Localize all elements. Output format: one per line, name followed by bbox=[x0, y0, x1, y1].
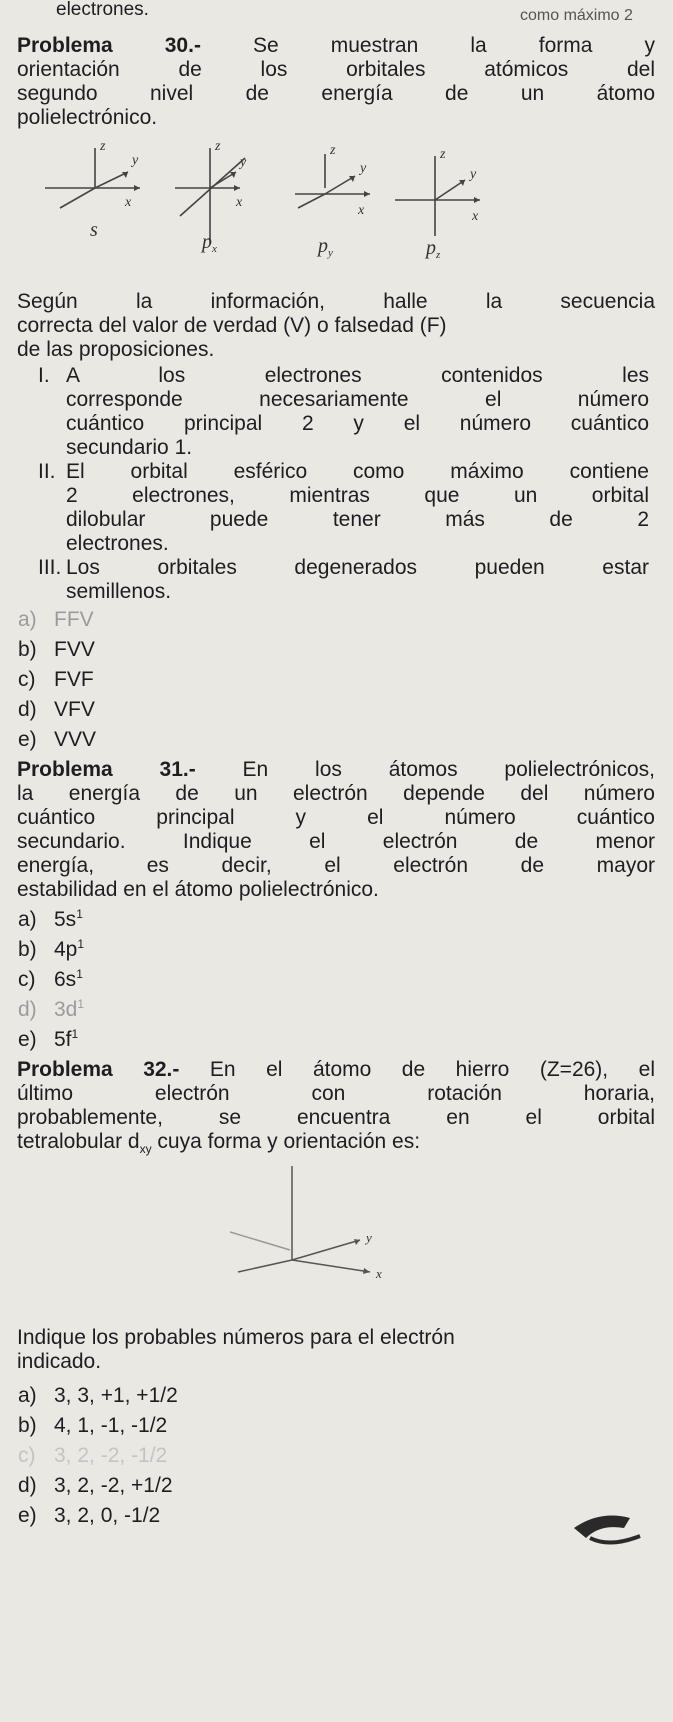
top-fragment-right: como máximo 2 bbox=[520, 7, 633, 24]
proposition-1-number: I. bbox=[38, 364, 50, 387]
py-axis-x-label: x bbox=[358, 203, 365, 218]
p32-option-c[interactable]: c) 3, 2, -2, -1/2 bbox=[18, 1444, 168, 1467]
proposition-2-line-4: electrones. bbox=[66, 532, 169, 555]
p31-option-b[interactable]: b) $4p^1$ bbox=[18, 937, 85, 961]
orbital-diagrams bbox=[40, 136, 640, 276]
p32-option-b[interactable]: b) 4, 1, -1, -1/2 bbox=[18, 1414, 168, 1437]
orbital-label-py: $p_y$ bbox=[318, 235, 333, 259]
s-axis-z-label: z bbox=[100, 139, 106, 154]
problem-31-line-3: cuántico principal y el número cuántico bbox=[17, 806, 655, 829]
proposition-1-line-1: A los electrones contenidos les bbox=[66, 364, 649, 387]
pz-axis-y-label: y bbox=[470, 167, 477, 182]
problem-31-line-5: energía, es decir, el electrón de mayor bbox=[17, 854, 655, 877]
problem-32-question-1: Indique los probables números para el electrón bbox=[17, 1326, 455, 1349]
dxy-axis-x-label: x bbox=[376, 1266, 382, 1281]
p32-option-a[interactable]: a) 3, 3, +1, +1/2 bbox=[18, 1384, 178, 1407]
problem-31-line-6: estabilidad en el átomo polielectrónico. bbox=[17, 878, 379, 901]
p31-option-a[interactable]: a) $5s^1$ bbox=[18, 907, 83, 931]
problem-32-line-2: último electrón con rotación horaria, bbox=[17, 1082, 655, 1105]
proposition-2-line-3: dilobular puede tener más de 2 bbox=[66, 508, 649, 531]
problem-31-title: Problema 31.- bbox=[17, 758, 196, 781]
proposition-1-line-3: cuántico principal 2 y el número cuántico bbox=[66, 412, 649, 435]
p30-option-b[interactable]: b) FVV bbox=[18, 638, 95, 661]
p30-option-a[interactable]: a) FFV bbox=[18, 608, 94, 631]
p31-option-d[interactable]: d) $3d^1$ bbox=[18, 997, 85, 1021]
problem-32-line-4: tetralobular $d_{xy}$ cuya forma y orientación es: bbox=[17, 1130, 421, 1157]
problem-30-line-4: polielectrónico. bbox=[17, 106, 158, 129]
s-axis-y-label: y bbox=[132, 153, 139, 168]
proposition-2-line-1: El orbital esférico como máximo contiene bbox=[66, 460, 649, 483]
problem-32-line-3: probablemente, se encuentra en el orbital bbox=[17, 1106, 655, 1129]
problem-32-line-1: Problema 32.- En el átomo de hierro (Z=26), el bbox=[17, 1058, 655, 1081]
p31-option-e[interactable]: e) $5f^1$ bbox=[18, 1027, 79, 1051]
top-fragment-left: electrones. bbox=[56, 0, 149, 20]
px-axis-x-label: x bbox=[236, 195, 243, 210]
corner-logo-fragment bbox=[560, 1488, 660, 1578]
p32-option-d[interactable]: d) 3, 2, -2, +1/2 bbox=[18, 1474, 173, 1497]
proposition-2-number: II. bbox=[38, 460, 56, 483]
s-axis-x-label: x bbox=[125, 195, 132, 210]
py-axis-y-label: y bbox=[360, 161, 367, 176]
problem-30-line-1: Problema 30.- Se muestran la forma y bbox=[17, 34, 655, 57]
pz-axis-z-label: z bbox=[440, 147, 446, 162]
proposition-1-line-4: secundario 1. bbox=[66, 436, 193, 459]
p30-option-e[interactable]: e) VVV bbox=[18, 728, 97, 751]
orbital-label-px: $p_x$ bbox=[202, 231, 217, 255]
py-axis-z-label: z bbox=[330, 143, 336, 158]
problem-30-title: Problema 30.- bbox=[17, 34, 201, 57]
problem-32-question-2: indicado. bbox=[17, 1350, 102, 1373]
dxy-orbital-diagram bbox=[230, 1160, 430, 1310]
problem-32-title: Problema 32.- bbox=[17, 1058, 180, 1081]
px-axis-y-label: y bbox=[240, 155, 247, 170]
problem-31-line-4: secundario. Indique el electrón de menor bbox=[17, 830, 655, 853]
proposition-3-line-1: Los orbitales degenerados pueden estar bbox=[66, 556, 649, 579]
px-axis-z-label: z bbox=[215, 139, 221, 154]
problem-30-question-2: correcta del valor de verdad (V) o falsedad (F) bbox=[17, 314, 447, 337]
dxy-axis-y-label: y bbox=[366, 1230, 372, 1245]
orbital-label-s: s bbox=[90, 219, 98, 241]
problem-30-question-3: de las proposiciones. bbox=[17, 338, 215, 361]
problem-31-line-1: Problema 31.- En los átomos polielectrónicos, bbox=[17, 758, 655, 781]
proposition-3-number: III. bbox=[38, 556, 62, 579]
p30-option-d[interactable]: d) VFV bbox=[18, 698, 95, 721]
problem-30-line-3: segundo nivel de energía de un átomo bbox=[17, 82, 655, 105]
problem-31-line-2: la energía de un electrón depende del número bbox=[17, 782, 655, 805]
problem-30-line-2: orientación de los orbitales atómicos del bbox=[17, 58, 655, 81]
problem-30-question-1: Según la información, halle la secuencia bbox=[17, 290, 655, 313]
orbital-label-pz: $p_z$ bbox=[426, 237, 441, 261]
p32-option-e[interactable]: e) 3, 2, 0, -1/2 bbox=[18, 1504, 161, 1527]
p31-option-c[interactable]: c) $6s^1$ bbox=[18, 967, 83, 991]
proposition-2-line-2: 2 electrones, mientras que un orbital bbox=[66, 484, 649, 507]
p30-option-c[interactable]: c) FVF bbox=[18, 668, 94, 691]
proposition-1-line-2: corresponde necesariamente el número bbox=[66, 388, 649, 411]
proposition-3-line-2: semillenos. bbox=[66, 580, 172, 603]
pz-axis-x-label: x bbox=[472, 209, 479, 224]
